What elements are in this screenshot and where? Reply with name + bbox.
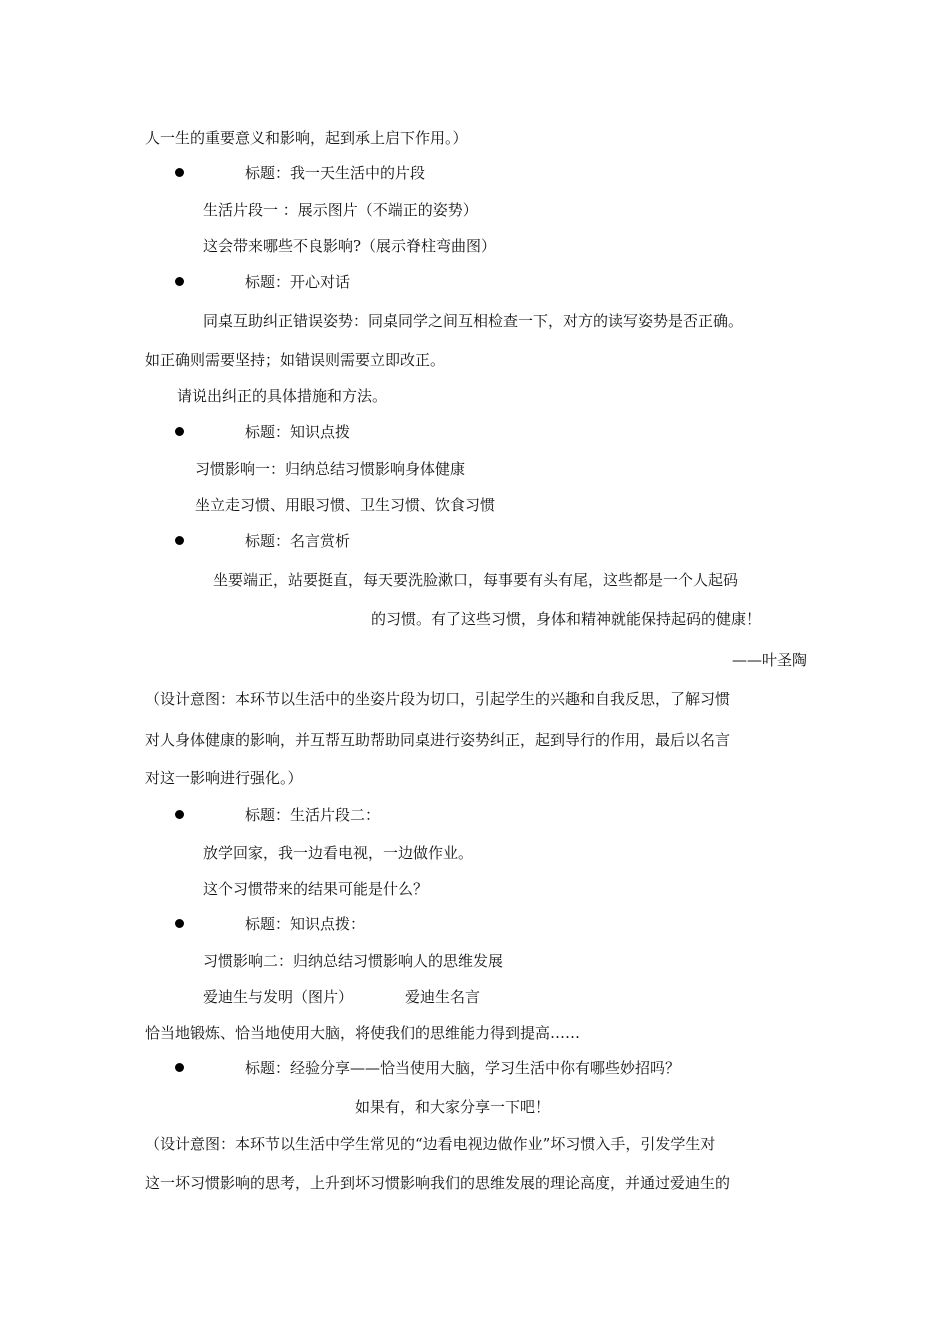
heading-line: 标题：开心对话: [245, 273, 351, 291]
text-line: 这一坏习惯影响的思考，上升到坏习惯影响我们的思维发展的理论高度，并通过爱迪生的: [145, 1174, 731, 1192]
heading-line: 标题：名言赏析: [245, 532, 351, 550]
quote-line: 的习惯。有了这些习惯，身体和精神就能保持起码的健康！: [371, 610, 762, 628]
text-line: 生活片段一 ：展示图片（不端正的姿势）: [203, 201, 478, 219]
heading-line: 标题：生活片段二：: [245, 806, 381, 824]
heading-line: 标题：知识点拨：: [245, 915, 366, 933]
quote-author: ——叶圣陶: [731, 651, 807, 669]
text-line: 人一生的重要意义和影响，起到承上启下作用。）: [145, 129, 468, 147]
text-line: 对人身体健康的影响，并互帮互助帮助同桌进行姿势纠正，起到导行的作用，最后以名言: [145, 731, 731, 749]
quote-line: 坐要端正，站要挺直，每天要洗脸漱口，每事要有头有尾，这些都是一个人起码: [213, 571, 739, 589]
text-line: 坐立走习惯、用眼习惯、卫生习惯、饮食习惯: [195, 496, 496, 514]
bullet-icon: [175, 168, 184, 177]
bullet-icon: [175, 277, 184, 286]
text-line: 习惯影响二：归纳总结习惯影响人的思维发展: [203, 952, 504, 970]
text-line: 对这一影响进行强化。）: [145, 769, 303, 787]
bullet-icon: [175, 536, 184, 545]
text-line: 爱迪生名言: [405, 988, 481, 1006]
text-line: （设计意图：本环节以生活中的坐姿片段为切口，引起学生的兴趣和自我反思，了解习惯: [145, 690, 731, 708]
heading-line: 标题：我一天生活中的片段: [245, 164, 426, 182]
text-line: 同桌互助纠正错误姿势：同桌同学之间互相检查一下，对方的读写姿势是否正确。: [203, 312, 744, 330]
bullet-icon: [175, 810, 184, 819]
bullet-icon: [175, 1063, 184, 1072]
heading-line: 标题：知识点拨: [245, 423, 351, 441]
text-line: 爱迪生与发明（图片）: [203, 988, 354, 1006]
text-line: 这会带来哪些不良影响?（展示脊柱弯曲图）: [203, 237, 497, 255]
bullet-icon: [175, 427, 184, 436]
text-line: 如正确则需要坚持；如错误则需要立即改正。: [145, 351, 446, 369]
heading-line: 标题：经验分享——恰当使用大脑，学习生活中你有哪些妙招吗？: [245, 1059, 681, 1077]
text-line: （设计意图：本环节以生活中学生常见的“边看电视边做作业”坏习惯入手，引发学生对: [145, 1135, 716, 1153]
text-line: 请说出纠正的具体措施和方法。: [177, 387, 388, 405]
text-line: 放学回家，我一边看电视，一边做作业。: [203, 844, 474, 862]
text-line: 恰当地锻炼、恰当地使用大脑，将使我们的思维能力得到提高……: [145, 1024, 581, 1042]
bullet-icon: [175, 919, 184, 928]
text-line: 习惯影响一：归纳总结习惯影响身体健康: [195, 460, 466, 478]
text-line: 如果有，和大家分享一下吧！: [355, 1098, 551, 1116]
text-line: 这个习惯带来的结果可能是什么？: [203, 880, 429, 898]
